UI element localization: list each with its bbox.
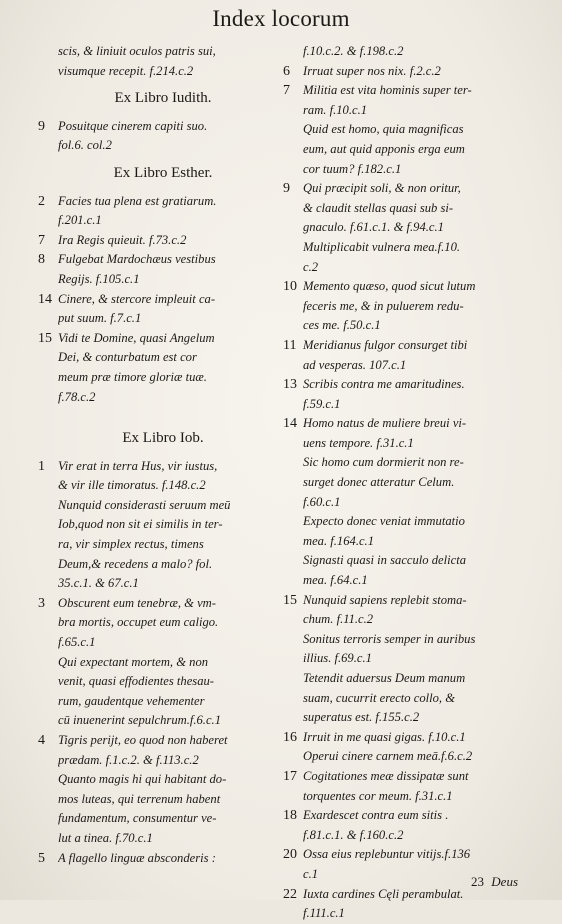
entry-line: cū inuenerint sepulchrum.f.6.c.1 [58,713,221,728]
verse-number: 7 [283,83,290,99]
entry-line: Vidi te Domine, quasi Angelum [58,330,215,345]
entry-line: mos luteas, qui terrenum habent [58,791,221,806]
index-entry [285,179,531,277]
entry-line: bra mortis, occupet eum caligo. [58,615,219,630]
entry-line: mea. f.164.c.1 [303,533,374,548]
verse-number: 18 [283,808,297,824]
index-entry [40,731,286,849]
index-entry [40,192,286,231]
entry-line: ad vesperas. 107.c.1 [303,357,407,372]
entry-line: Cinere, & stercore impleuit ca- [58,291,216,306]
section-heading: Ex Libro Iudith. [114,90,212,107]
entry-line: Irruit in me quasi gigas. f.10.c.1 [303,729,466,744]
verse-number: 17 [283,768,297,784]
entry-line: f.111.c.1 [303,906,345,921]
entry-line: & vir ille timoratus. f.148.c.2 [58,478,206,493]
entry-line: Nunquid sapiens replebit stoma- [303,592,467,607]
entry-line: fol.6. col.2 [58,138,112,153]
verse-number: 9 [38,118,45,134]
entry-line: ram. f.10.c.1 [303,102,368,117]
entry-line: ces me. f.50.c.1 [303,318,381,333]
entry-line: Regijs. f.105.c.1 [58,271,140,286]
entry-line: Quanto magis hi qui habitant do- [58,772,227,787]
verse-number: 1 [38,458,45,474]
entry-line: Memento quæso, quod sicut lutum [303,279,476,294]
entry-line: rum, gaudentque vehementer [58,693,205,708]
entry-line: Dei, & conturbatum est cor [58,350,197,365]
entry-line: Obscurent eum tenebræ, & vm- [58,595,216,610]
entry-line: gnaculo. f.61.c.1. & f.94.c.1 [303,220,444,235]
entry-line: & claudit stellas quasi sub si- [303,200,454,215]
entry-line: put suum. f.7.c.1 [58,311,142,326]
entry-line: Ossa eius replebuntur vitijs.f.136 [303,847,471,862]
entry-line: f.10.c.2. & f.198.c.2 [303,44,404,58]
index-entry [285,277,531,336]
entry-line: visumque recepit. f.214.c.2 [58,63,194,78]
index-entry [40,457,286,594]
index-entry [40,250,286,289]
entry-line: Irruat super nos nix. f.2.c.2 [303,63,441,78]
entry-line: meum præ timore gloriæ tuæ. [58,369,207,384]
index-entry [285,62,531,82]
entry-line: fundamentum, consumentur ve- [58,811,217,826]
verse-number: 7 [38,232,45,248]
index-entry [285,81,531,179]
index-entry [40,117,286,156]
entry-line: Fulgebat Mardochæus vestibus [58,252,216,267]
entry-line: Qui expectant mortem, & non [58,654,209,669]
left-column [40,42,286,868]
entry-line: chum. f.11.c.2 [303,612,374,627]
entry-line: mea. f.64.c.1 [303,573,368,588]
verse-number: 4 [38,733,45,748]
entry-line: Exardescet contra eum sitis . [303,808,449,823]
entry-line: eum, aut quid apponis erga eum [303,141,465,156]
verse-number: 15 [283,592,297,608]
entry-line: Qui præcipit soli, & non oritur, [303,181,461,196]
index-entry [285,336,531,375]
entry-line: Facies tua plena est gratiarum. [58,193,217,208]
entry-line: ra, vir simplex rectus, timens [58,537,204,552]
index-entry [40,42,286,81]
entry-line: Vir erat in terra Hus, vir iustus, [58,458,218,473]
entry-line: Posuitque cinerem capiti suo. [58,118,208,133]
catchword: Deus [491,874,518,889]
index-entry [285,414,531,590]
entry-line: Multiplicabit vulnera mea.f.10. [303,239,461,254]
entry-line: uens tempore. f.31.c.1 [303,435,414,450]
entry-line: f.78.c.2 [58,389,96,404]
entry-line: 35.c.1. & 67.c.1 [58,576,139,591]
entry-line: surget donec atteratur Celum. [303,475,455,490]
entry-line: torquentes cor meum. f.31.c.1 [303,788,453,803]
verse-number: 5 [38,850,45,866]
index-entry [40,594,286,731]
entry-line: Ira Regis quieuit. f.73.c.2 [58,232,187,247]
index-entry [40,329,286,407]
entry-line: Cogitationes meæ dissipatæ sunt [303,768,469,783]
verse-number: 16 [283,729,297,745]
verse-number: 2 [38,193,45,209]
entry-line: cor tuum? f.182.c.1 [303,161,402,176]
right-column [285,42,531,924]
entry-line: superatus est. f.155.c.2 [303,710,420,725]
entry-line: suam, cucurrit erecto collo, & [303,690,456,705]
verse-number: 9 [283,181,290,197]
entry-line: Sic homo cum dormierit non re- [303,455,464,470]
entry-line: f.59.c.1 [303,396,341,411]
entry-line: f.60.c.1 [303,494,341,509]
entry-line: Homo natus de muliere breui vi- [303,416,467,431]
index-entry [285,728,531,767]
index-entry [285,375,531,414]
section-heading: Ex Libro Iob. [122,430,204,447]
page-number: 23 [471,874,485,889]
index-entry [285,885,531,924]
entry-line: f.81.c.1. & f.160.c.2 [303,827,404,842]
index-entry [40,290,286,329]
entry-line: lut a tinea. f.70.c.1 [58,830,153,845]
entry-line: Sonitus terroris semper in auribus [303,631,476,646]
verse-number: 22 [283,886,297,902]
verse-number: 13 [283,377,297,393]
index-entry [40,231,286,251]
entry-line: scis, & liniuit oculos patris sui, [58,44,216,58]
verse-number: 14 [283,416,297,432]
index-entry [285,767,531,806]
verse-number: 11 [283,337,297,353]
entry-line: c.1 [303,866,319,881]
verse-number: 15 [38,330,52,346]
verse-number: 10 [283,279,297,295]
verse-number: 6 [283,63,290,79]
entry-line: Nunquid considerasti seruum meū [58,497,231,512]
index-entry [40,849,286,869]
entry-line: Iuxta cardines Cęli perambulat. [303,886,464,901]
entry-line: f.65.c.1 [58,635,96,650]
index-entry [285,42,531,62]
index-entry [285,806,531,845]
entry-line: venit, quasi effodientes thesau- [58,674,214,689]
page-title: Index locorum [212,6,350,31]
entry-line: Deum,& recedens a malo? fol. [58,556,213,571]
entry-line: Tetendit aduersus Deum manum [303,671,466,685]
entry-line: Quid est homo, quia magnificas [303,122,464,137]
verse-number: 14 [38,291,52,307]
entry-line: c.2 [303,259,319,274]
entry-line: f.201.c.1 [58,213,102,228]
entry-line: Operui cinere carnem meā.f.6.c.2 [303,749,473,764]
entry-line: Expecto donec veniat immutatio [303,514,465,529]
entry-line: Meridianus fulgor consurget tibi [303,337,468,352]
entry-line: A flagello linguæ absconderis : [58,850,216,865]
footer-catchline [471,874,518,890]
entry-line: Militia est vita hominis super ter- [303,83,472,98]
entry-line: prædam. f.1.c.2. & f.113.c.2 [58,752,199,767]
section-heading: Ex Libro Esther. [113,164,213,181]
entry-line: Signasti quasi in sacculo delicta [303,553,467,568]
index-entry [285,591,531,728]
entry-line: Iob,quod non sit ei similis in ter- [58,517,223,532]
entry-line: Scribis contra me amaritudines. [303,377,465,392]
verse-number: 8 [38,252,45,268]
verse-number: 3 [38,595,45,611]
entry-line: Tigris perijt, eo quod non haberet [58,733,228,747]
verse-number: 20 [283,847,297,863]
entry-line: illius. f.69.c.1 [303,651,372,666]
entry-line: feceris me, & in puluerem redu- [303,298,464,313]
